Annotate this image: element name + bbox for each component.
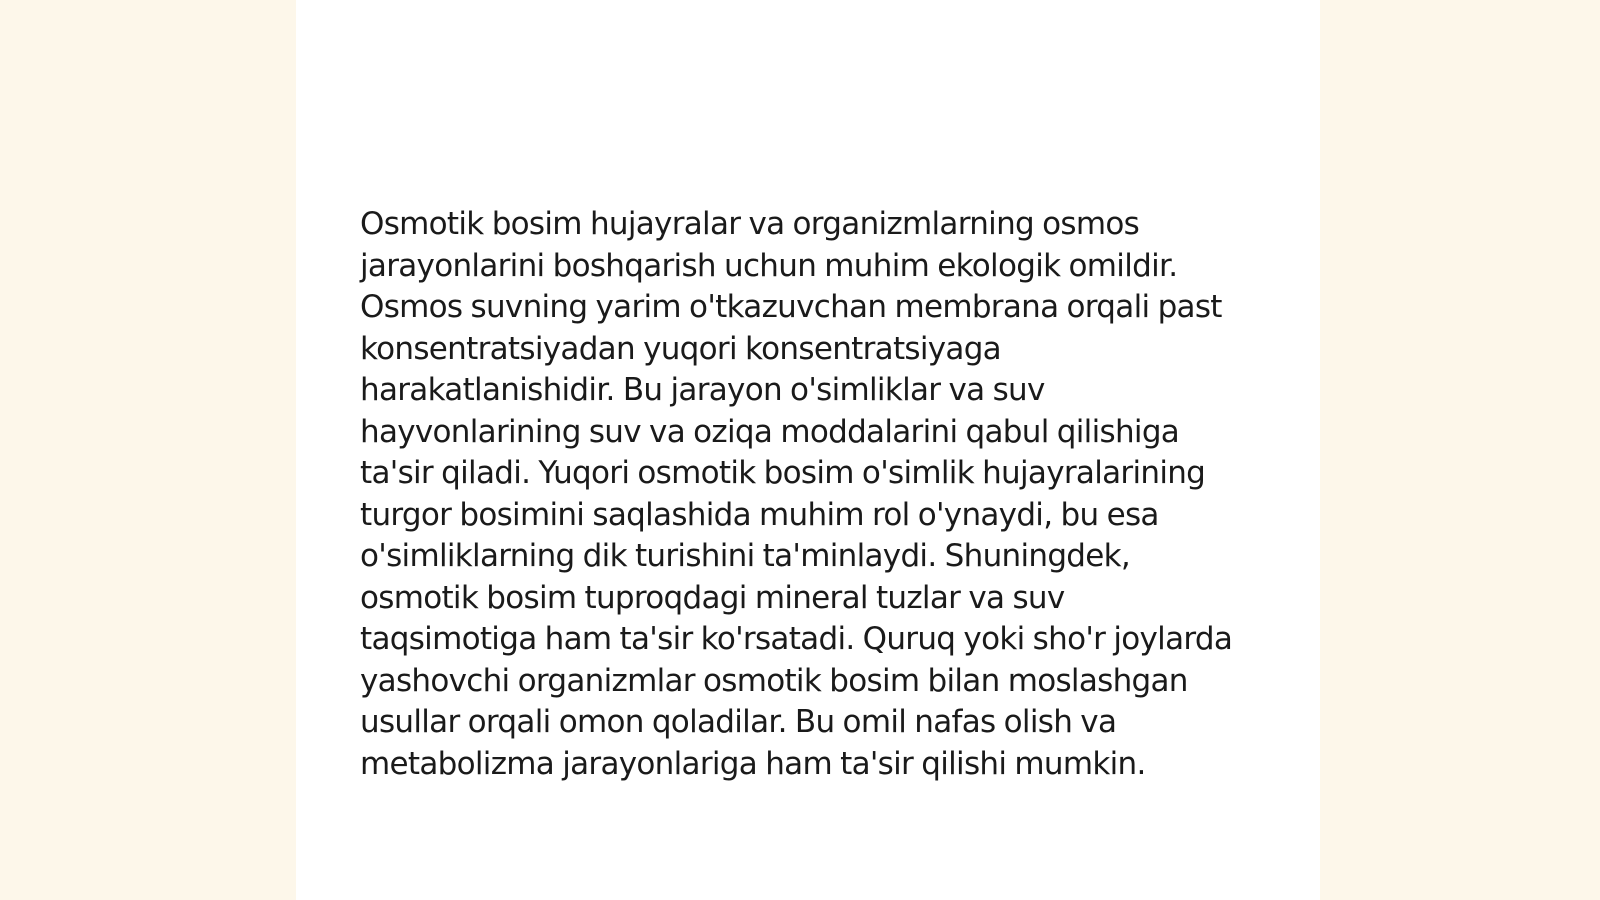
document-page [296, 0, 1320, 900]
body-paragraph: Osmotik bosim hujayralar va organizmlarning osmos jarayonlarini boshqarish uchun muhim ekologik omildir. Osmos suvning yarim o'tkazuvchan membrana orqali past konsentratsiyadan yuqori konsentratsiyaga harakatlanishidir. Bu jarayon o'simliklar va suv hayvonlarining suv va oziqa moddalarini qabul qilishiga ta'sir qiladi. Yuqori osmotik bosim o'simlik hujayralarining turgor bosimini saqlashida muhim rol o'ynaydi, bu esa o'simliklarning dik turishini ta'minlaydi. Shuningdek, osmotik bosim tuproqdagi mineral tuzlar va suv taqsimotiga ham ta'sir ko'rsatadi. Quruq yoki sho'r joylarda yashovchi organizmlar osmotik bosim bilan moslashgan usullar orqali omon qoladilar. Bu omil nafas olish va metabolizma jarayonlariga ham ta'sir qilishi mumkin. [360, 206, 1233, 782]
